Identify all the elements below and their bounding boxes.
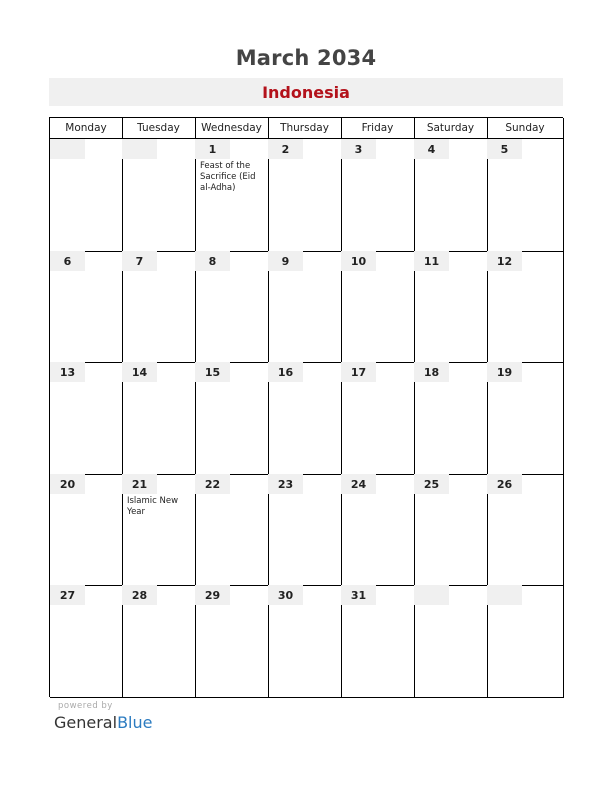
day-cell[interactable] [268, 585, 342, 698]
day-number: 17 [341, 362, 376, 382]
day-cell[interactable] [122, 474, 196, 586]
day-cell[interactable] [341, 585, 415, 698]
weekday-header-thursday: Thursday [268, 118, 342, 139]
day-number: 13 [50, 362, 85, 382]
day-number [122, 139, 157, 159]
day-cell[interactable] [195, 251, 269, 363]
day-number: 4 [414, 139, 449, 159]
day-number: 9 [268, 251, 303, 271]
day-cell[interactable] [50, 139, 123, 252]
day-number: 31 [341, 585, 376, 605]
day-number: 1 [195, 139, 230, 159]
holiday-label: Islamic New Year [127, 496, 179, 517]
day-number: 28 [122, 585, 157, 605]
day-cell[interactable] [195, 362, 269, 475]
day-number: 30 [268, 585, 303, 605]
country-name: Indonesia [262, 83, 350, 102]
weekday-header-sunday: Sunday [487, 118, 564, 139]
day-cell[interactable] [50, 585, 123, 698]
day-number: 3 [341, 139, 376, 159]
day-cell[interactable] [414, 474, 488, 586]
day-cell[interactable] [122, 139, 196, 252]
day-number: 8 [195, 251, 230, 271]
day-cell[interactable] [195, 474, 269, 586]
day-number: 11 [414, 251, 449, 271]
day-number [487, 585, 522, 605]
day-number [50, 139, 85, 159]
day-cell[interactable] [487, 139, 564, 252]
day-cell[interactable] [50, 362, 123, 475]
day-cell[interactable] [487, 362, 564, 475]
day-number: 21 [122, 474, 157, 494]
day-number: 5 [487, 139, 522, 159]
weekday-header-friday: Friday [341, 118, 415, 139]
day-cell[interactable] [50, 474, 123, 586]
day-cell[interactable] [341, 251, 415, 363]
weekday-header-saturday: Saturday [414, 118, 488, 139]
day-cell[interactable] [268, 474, 342, 586]
day-cell[interactable] [268, 362, 342, 475]
day-number: 26 [487, 474, 522, 494]
day-cell[interactable] [487, 585, 564, 698]
day-cell[interactable] [487, 474, 564, 586]
generalblue-logo[interactable] [54, 713, 152, 732]
calendar-grid [49, 117, 563, 697]
day-number: 12 [487, 251, 522, 271]
day-number: 7 [122, 251, 157, 271]
day-cell[interactable] [341, 474, 415, 586]
weekday-header-tuesday: Tuesday [122, 118, 196, 139]
brand-blue: Blue [117, 713, 153, 732]
day-number: 2 [268, 139, 303, 159]
day-number: 29 [195, 585, 230, 605]
day-number: 20 [50, 474, 85, 494]
holiday-label: Feast of the Sacrifice (Eid al-Adha) [200, 161, 256, 193]
day-cell[interactable] [122, 251, 196, 363]
day-cell[interactable] [487, 251, 564, 363]
day-number: 25 [414, 474, 449, 494]
day-number: 27 [50, 585, 85, 605]
day-cell[interactable] [414, 139, 488, 252]
day-cell[interactable] [341, 362, 415, 475]
day-cell[interactable] [414, 251, 488, 363]
day-number: 24 [341, 474, 376, 494]
day-cell[interactable] [268, 139, 342, 252]
day-cell[interactable] [414, 585, 488, 698]
day-cell[interactable] [122, 362, 196, 475]
powered-by-label: powered by [58, 701, 113, 711]
day-cell[interactable] [268, 251, 342, 363]
day-number [414, 585, 449, 605]
brand-general: General [54, 713, 118, 732]
day-cell[interactable] [122, 585, 196, 698]
day-cell[interactable] [195, 139, 269, 252]
country-banner [49, 78, 563, 106]
day-cell[interactable] [50, 251, 123, 363]
weekday-header-wednesday: Wednesday [195, 118, 269, 139]
day-number: 10 [341, 251, 376, 271]
day-cell[interactable] [195, 585, 269, 698]
day-number: 16 [268, 362, 303, 382]
weekday-header-monday: Monday [50, 118, 123, 139]
day-number: 19 [487, 362, 522, 382]
day-cell[interactable] [414, 362, 488, 475]
day-number: 23 [268, 474, 303, 494]
day-number: 15 [195, 362, 230, 382]
page-title: March 2034 [235, 46, 377, 70]
day-number: 14 [122, 362, 157, 382]
day-cell[interactable] [341, 139, 415, 252]
day-number: 18 [414, 362, 449, 382]
day-number: 6 [50, 251, 85, 271]
day-number: 22 [195, 474, 230, 494]
